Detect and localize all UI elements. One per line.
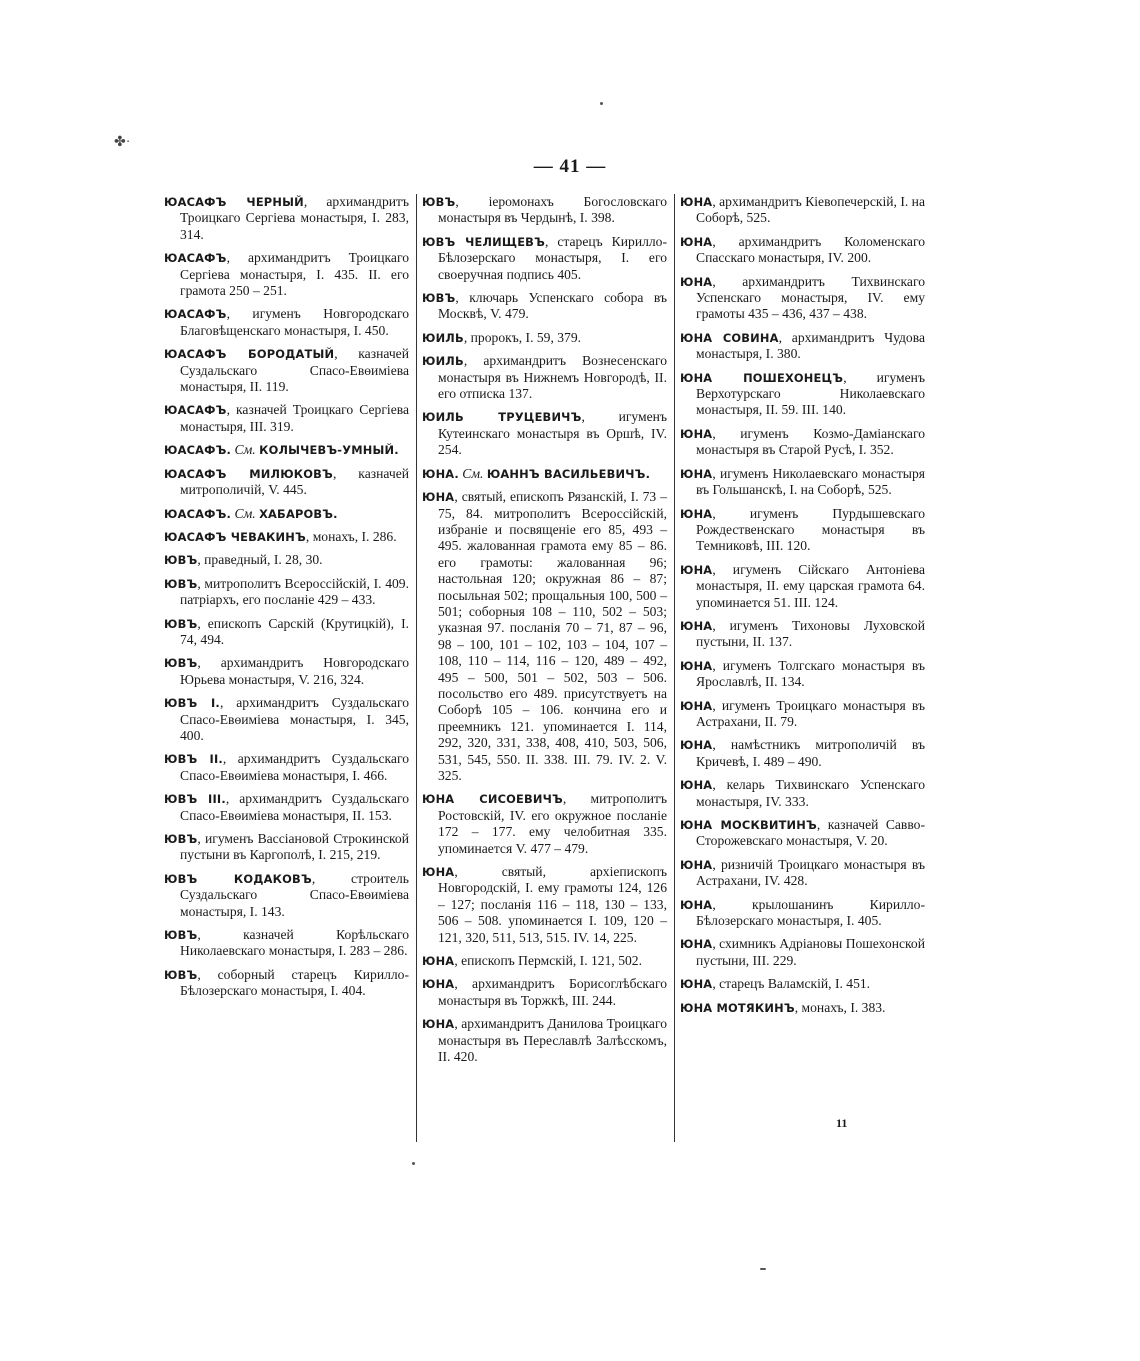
entry-text: , старецъ Валамскій, I. 451.	[712, 976, 871, 992]
entry-heading: ЮАСАФЪ ЧЕВАКИНЪ	[164, 529, 306, 544]
index-entry	[680, 618, 925, 651]
index-entry	[680, 737, 925, 770]
entry-text: , архимандритъ Троицкаго Сергіева монастыря, I. 435. II. его грамота 250 – 251.	[180, 250, 409, 299]
page-number: — 41 —	[533, 156, 607, 177]
entry-heading: ЮИЛЬ ТРУЦЕВИЧЪ	[422, 410, 582, 425]
index-entry	[680, 777, 925, 810]
index-entry	[164, 791, 409, 824]
index-entry	[422, 953, 667, 969]
entry-heading: ЮВЪ	[422, 291, 456, 306]
entry-text: , архимандритъ Суздальскаго Спасо-Евѳиміева монастыря, I. 345, 400.	[180, 695, 409, 743]
entry-text: , архимандритъ Борисоглѣбскаго монастыря въ Торжкѣ, III. 244.	[438, 976, 667, 1008]
index-entry	[680, 857, 925, 890]
index-entry	[680, 426, 925, 459]
cross-reference-target: КОЛЫЧЕВЪ-УМНЫЙ.	[259, 443, 399, 458]
index-columns	[164, 194, 928, 1134]
entry-text: , игуменъ Тихоновы Луховской пустыни, II. 137.	[696, 617, 925, 650]
entry-heading: ЮВЪ	[164, 832, 198, 846]
index-entry	[680, 1000, 925, 1016]
print-speck	[760, 1268, 766, 1270]
index-entry	[680, 936, 925, 969]
index-entry	[422, 290, 667, 323]
entry-heading: ЮНА СОВИНА	[680, 330, 779, 345]
entry-heading: ЮНА	[680, 977, 713, 992]
entry-heading: ЮНА	[680, 857, 713, 872]
entry-heading: ЮАСАФЪ БОРОДАТЫЙ	[164, 347, 335, 362]
entry-text: , намѣстникъ митрополичій въ Кричевѣ, I. 489 – 490.	[696, 737, 925, 769]
index-entry	[422, 466, 667, 482]
entry-text: , игуменъ Козмо-Даміанскаго монастыря въ Старой Русѣ, I. 352.	[696, 425, 925, 458]
index-entry	[422, 976, 667, 1009]
entry-heading: ЮВЪ	[164, 553, 198, 568]
index-entry	[164, 751, 409, 784]
index-entry	[164, 552, 409, 568]
entry-text: , святый, епископъ Рязанскій, I. 73 – 75, 84. митрополитъ Всероссійскій, избраніе и посвященіе его 85, 493 – 495. жалованная грамота ему 85 – 86. его грамоты: жалованная 96; настольная 120; окружная 86 – 87; посыльная 502; прощальныя 100, 500 – 501; соборныя 108 – 110, 502 – 503; указная 97. посланія 70 – 71, 87 – 96, 98 – 100, 101 – 102, 103 – 104, 107 – 108, 110 – 114, 116 – 120, 489 – 492, 495 – 500, 501 – 502, 503 – 506. посольство его 489. присутствуетъ на Соборѣ 105 – 106. кончина его и преемникъ 121. упоминается I. 114, 292, 320, 331, 338, 408, 410, 503, 506, 531, 545, 550. II. 338. III. 79. IV. 2. V. 325.	[438, 489, 667, 783]
index-entry	[422, 489, 667, 784]
entry-text: , келарь Тихвинскаго Успенскаго монастыря, IV. 333.	[696, 777, 925, 809]
index-entry	[164, 831, 409, 864]
entry-text: , игуменъ Кутеинскаго монастыря въ Оршѣ, IV. 254.	[438, 409, 667, 458]
entry-text: , казначей Суздальскаго Спасо-Евѳиміева монастыря, II. 119.	[180, 346, 409, 395]
entry-text: , архимандритъ Суздальскаго Спасо-Евѳиміева монастыря, II. 153.	[180, 791, 409, 823]
index-entry	[164, 442, 409, 458]
entry-heading: ЮВЪ II.	[164, 752, 223, 767]
index-entry	[164, 655, 409, 688]
entry-text: , архимандритъ Троицкаго Сергіева монастыря, I. 283, 314.	[180, 194, 409, 242]
index-entry	[164, 927, 409, 960]
entry-heading: ЮНА	[680, 658, 713, 673]
entry-text: , ризничій Троицкаго монастыря въ Астрахани, IV. 428.	[696, 856, 925, 889]
index-entry	[164, 306, 409, 339]
entry-heading: ЮНА	[680, 897, 713, 912]
signature-mark: 11	[836, 1116, 848, 1130]
index-entry	[164, 529, 409, 545]
print-speck	[412, 1162, 415, 1165]
entry-text: , архимандритъ Кіевопечерскій, I. на Соборѣ, 525.	[696, 194, 925, 226]
index-entry	[680, 698, 925, 731]
entry-heading: ЮНА ПОШЕХОНЕЦЪ	[680, 370, 844, 385]
entry-text: , казначей Корѣльскаго Николаевскаго монастыря, I. 283 – 286.	[180, 927, 409, 959]
index-entry	[680, 897, 925, 930]
column-divider	[416, 194, 417, 1142]
index-entry	[422, 791, 667, 857]
entry-heading: ЮНА	[422, 865, 455, 880]
entry-text: , казначей Троицкаго Сергіева монастыря, III. 319.	[180, 402, 409, 434]
index-entry	[680, 658, 925, 691]
index-entry	[422, 330, 667, 346]
entry-text: , святый, архіепископъ Новгородскій, I. ему грамоты 124, 126 – 127; посланія 116 – 118, 130 – 133, 506 – 508. упоминается I. 109, 120 – 121, 320, 511, 513, 515. IV. 14, 225.	[438, 864, 667, 945]
entry-heading: ЮНА	[680, 234, 713, 249]
entry-heading: ЮАСАФЪ.	[164, 443, 232, 458]
entry-text: , монахъ, I. 383.	[794, 999, 886, 1015]
index-entry	[164, 250, 409, 299]
index-column-2	[422, 194, 667, 1073]
entry-text: , архимандритъ Новгородскаго Юрьева монастыря, V. 216, 324.	[180, 655, 409, 687]
entry-heading: ЮАСАФЪ	[164, 403, 227, 418]
entry-heading: ЮАСАФЪ	[164, 251, 227, 266]
entry-heading: ЮИЛЬ	[422, 354, 464, 369]
index-entry	[680, 817, 925, 850]
entry-heading: ЮНА СИСОЕВИЧЪ	[422, 792, 563, 807]
entry-text: , архимандритъ Суздальскаго Спасо-Евѳиміева монастыря, I. 466.	[180, 751, 409, 783]
index-entry	[680, 562, 925, 611]
index-entry	[680, 506, 925, 555]
entry-text: , игуменъ Новгородскаго Благовѣщенскаго монастыря, I. 450.	[180, 306, 409, 338]
index-entry	[680, 194, 925, 227]
cross-reference-marker: См.	[234, 505, 256, 521]
entry-heading: ЮНА	[680, 698, 713, 713]
index-entry	[164, 506, 409, 522]
index-entry	[422, 409, 667, 458]
entry-heading: ЮВЪ	[164, 616, 198, 631]
entry-text: , митрополитъ Ростовскій, IV. его окружное посланіе 172 – 177. ему челобитная 335. упоминается V. 477 – 479.	[438, 791, 668, 856]
index-entry	[422, 353, 667, 402]
entry-text: , архимандритъ Вознесенскаго монастыря въ Нижнемъ Новгородѣ, II. его отписка 137.	[438, 353, 667, 402]
cross-reference-marker: См.	[462, 465, 484, 481]
corner-ink-mark: ✤·	[114, 135, 131, 150]
entry-heading: ЮНА МОСКВИТИНЪ	[680, 818, 817, 832]
index-entry	[680, 370, 925, 419]
index-entry	[164, 466, 409, 499]
entry-heading: ЮАСАФЪ.	[164, 506, 232, 521]
entry-text: , игуменъ Толгскаго монастыря въ Ярославлѣ, II. 134.	[696, 657, 925, 690]
entry-text: , епископъ Пермскій, I. 121, 502.	[454, 953, 642, 969]
entry-heading: ЮВЪ	[164, 576, 198, 591]
index-entry	[422, 234, 667, 283]
entry-text: , митрополитъ Всероссійскій, I. 409. патріархъ, его посланіе 429 – 433.	[180, 575, 409, 608]
entry-text: , игуменъ Сійскаго Антоніева монастыря, II. ему царская грамота 64. упоминается 51. III. 124.	[696, 561, 925, 610]
entry-heading: ЮНА	[422, 977, 455, 992]
entry-text: , монахъ, I. 286.	[305, 528, 397, 544]
entry-heading: ЮВЪ	[422, 195, 456, 209]
index-entry	[680, 466, 925, 499]
entry-heading: ЮНА	[680, 738, 713, 753]
entry-heading: ЮИЛЬ	[422, 330, 464, 345]
index-entry	[164, 576, 409, 609]
column-divider	[674, 194, 675, 1142]
entry-heading: ЮАСАФЪ	[164, 307, 227, 322]
entry-text: , игуменъ Пурдышевскаго Рождественскаго монастыря въ Темниковѣ, III. 120.	[696, 505, 925, 554]
index-entry	[422, 1016, 667, 1065]
entry-text: , казначей митрополичій, V. 445.	[180, 465, 409, 498]
entry-text: , архимандритъ Данилова Троицкаго монастыря въ Переславлѣ Залѣсскомъ, II. 420.	[438, 1016, 667, 1065]
entry-text: , строитель Суздальскаго Спасо-Евѳиміева монастыря, I. 143.	[180, 870, 409, 919]
entry-heading: ЮНА.	[422, 466, 459, 481]
entry-text: , игуменъ Троицкаго монастыря въ Астрахани, II. 79.	[696, 697, 925, 729]
entry-heading: ЮНА	[422, 490, 455, 505]
index-column-3	[680, 194, 925, 1023]
entry-heading: ЮНА	[680, 274, 713, 289]
entry-heading: ЮВЪ ЧЕЛИЩЕВЪ	[422, 234, 545, 249]
index-entry	[422, 194, 667, 227]
entry-heading: ЮВЪ III.	[164, 792, 226, 807]
entry-heading: ЮНА	[680, 562, 713, 577]
entry-heading: ЮВЪ	[164, 656, 198, 671]
entry-heading: ЮНА	[680, 506, 713, 521]
entry-heading: ЮАСАФЪ МИЛЮКОВЪ	[164, 466, 333, 481]
cross-reference-marker: См.	[234, 442, 256, 458]
index-entry	[680, 274, 925, 323]
entry-heading: ЮВЪ	[164, 967, 198, 982]
entry-text: , іеромонахъ Богословскаго монастыря въ Чердынѣ, I. 398.	[438, 194, 667, 226]
entry-text: , архимандритъ Тихвинскаго Успенскаго монастыря, IV. ему грамоты 435 – 436, 437 – 438.	[696, 273, 925, 322]
cross-reference-target: ЮАННЪ ВАСИЛЬЕВИЧЪ.	[486, 466, 651, 481]
index-entry	[422, 864, 667, 946]
entry-heading: ЮНА	[680, 466, 713, 481]
entry-heading: ЮНА	[680, 426, 713, 441]
entry-text: , игуменъ Вассіановой Строкинской пустыни въ Каргополѣ, I. 215, 219.	[180, 831, 409, 863]
entry-heading: ЮНА	[680, 778, 713, 793]
entry-text: , схимникъ Адріановы Пошехонской пустыни, III. 229.	[696, 936, 925, 968]
entry-text: , игуменъ Николаевскаго монастыря въ Гольшанскѣ, I. на Соборѣ, 525.	[696, 465, 925, 498]
entry-heading: ЮВЪ КОДАКОВЪ	[164, 871, 312, 886]
index-entry	[164, 346, 409, 395]
index-entry	[164, 967, 409, 1000]
entry-text: , крылошанинъ Кирилло-Бѣлозерскаго монастыря, I. 405.	[696, 896, 925, 929]
index-entry	[164, 402, 409, 435]
entry-text: , соборный старецъ Кирилло-Бѣлозерскаго монастыря, I. 404.	[180, 966, 409, 999]
entry-text: , пророкъ, I. 59, 379.	[463, 329, 582, 345]
entry-heading: ЮНА	[422, 954, 455, 969]
cross-reference-target: ХАБАРОВЪ.	[259, 506, 338, 521]
entry-heading: ЮНА МОТЯКИНЪ	[680, 1000, 795, 1015]
index-entry	[164, 616, 409, 649]
index-column-1	[164, 194, 409, 1007]
print-speck	[600, 102, 603, 105]
entry-heading: ЮНА	[680, 195, 713, 209]
index-entry	[680, 330, 925, 363]
entry-heading: ЮВЪ	[164, 928, 198, 943]
entry-text: , казначей Савво-Сторожевскаго монастыря, V. 20.	[696, 817, 925, 849]
entry-heading: ЮНА	[680, 618, 713, 633]
entry-heading: ЮНА	[422, 1017, 455, 1032]
index-entry	[680, 976, 925, 992]
entry-text: , ключарь Успенскаго собора въ Москвѣ, V. 479.	[438, 290, 667, 322]
index-entry	[164, 871, 409, 920]
entry-heading: ЮНА	[680, 937, 713, 952]
entry-heading: ЮАСАФЪ ЧЕРНЫЙ	[164, 195, 304, 209]
entry-text: , праведный, I. 28, 30.	[197, 552, 323, 568]
entry-text: , старецъ Кирилло-Бѣлозерскаго монастыря, I. его своеручная подпись 405.	[438, 233, 667, 282]
entry-text: , епископъ Сарскій (Крутицкій), I. 74, 494.	[180, 615, 409, 647]
index-entry	[680, 234, 925, 267]
entry-text: , архимандритъ Коломенскаго Спасскаго монастыря, IV. 200.	[696, 233, 925, 266]
index-entry	[164, 695, 409, 744]
index-entry	[164, 194, 409, 243]
entry-heading: ЮВЪ I.	[164, 696, 220, 711]
entry-text: , архимандритъ Чудова монастыря, I. 380.	[696, 329, 925, 362]
entry-text: , игуменъ Верхотурскаго Николаевскаго монастыря, II. 59. III. 140.	[696, 369, 925, 418]
